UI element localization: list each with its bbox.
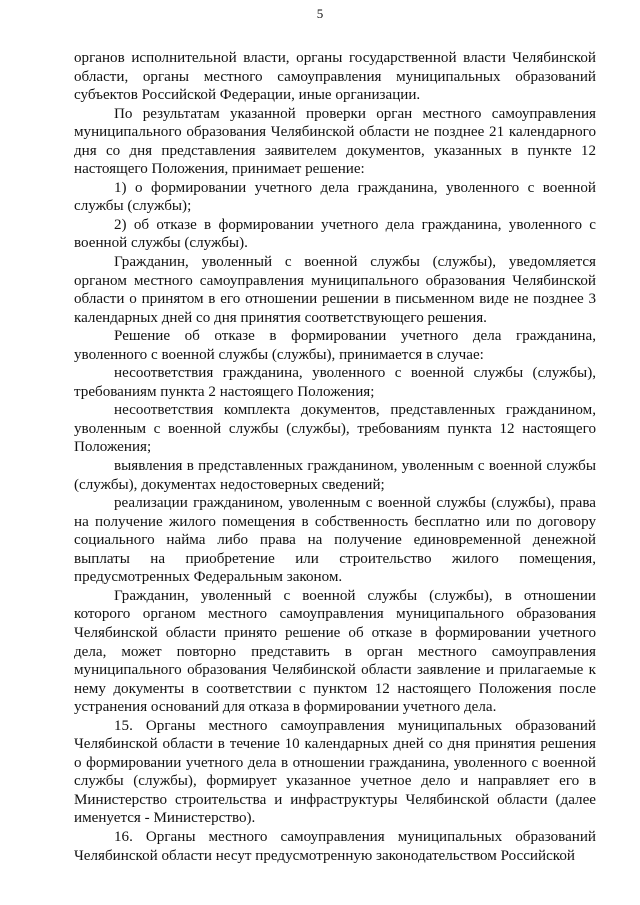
paragraph-refusal-case-3: выявления в представленных гражданином, уволенным с военной службы (службы), документах недостоверных сведений; [74, 458, 596, 493]
document-body [74, 49, 596, 865]
paragraph-decision-item-2: 2) об отказе в формировании учетного дела гражданина, уволенного с военной службы (службы). [74, 216, 596, 252]
paragraph-verification-results: По результатам указанной проверки орган местного самоуправления муниципального образования Челябинской области не позднее 21 календарного дня со дня представления заявителем документов, указанных в пункте 12 настоящего Положения, принимает решение: [74, 105, 596, 178]
paragraph-continuation: органов исполнительной власти, органы государственной власти Челябинской области, органы местного самоуправления муниципальных образований субъектов Российской Федерации, иные организации. [74, 50, 596, 104]
paragraph-notification: Гражданин, уволенный с военной службы (службы), уведомляется органом местного самоуправления муниципального образования Челябинской области о принятом в его отношении решении в письменном виде не позднее 3 календарных дней со дня принятия соответствующего решения. [74, 254, 596, 326]
paragraph-resubmission: Гражданин, уволенный с военной службы (службы), в отношении которого органом местного самоуправления муниципального образования Челябинской области принято решение об отказе в формировании учетного дела, может повторно представить в орган местного самоуправления муниципального образования Челябинской области заявление и прилагаемые к нему документы в соответствии с пунктом 12 настоящего Положения после устранения оснований для отказа в формировании учетного дела. [74, 587, 596, 716]
paragraph-refusal-case-4: реализации гражданином, уволенным с военной службы (службы), права на получение жилого помещения в собственность бесплатно или по договору социального найма либо права на получение единовременной денежной выплаты на приобретение или строительство жилого помещения, предусмотренных Федеральным законом. [74, 495, 596, 586]
paragraph-refusal-case-2: несоответствия комплекта документов, представленных гражданином, уволенным с военной службы (службы), требованиям пункта 12 настоящего Положения; [74, 402, 596, 456]
paragraph-decision-item-1: 1) о формировании учетного дела гражданина, уволенного с военной службы (службы); [74, 179, 596, 215]
paragraph-section-16: 16. Органы местного самоуправления муниципальных образований Челябинской области несут предусмотренную законодательством Российской [74, 828, 596, 864]
page-number: 5 [316, 6, 324, 21]
paragraph-refusal-cases: Решение об отказе в формировании учетного дела гражданина, уволенного с военной службы (службы), принимается в случае: [74, 328, 596, 363]
paragraph-section-15: 15. Органы местного самоуправления муниципальных образований Челябинской области в течение 10 календарных дней со дня принятия решения о формировании учетного дела в отношении гражданина, уволенного с военной службы (службы), формирует указанное учетное дело и направляет его в Министерство строительства и инфраструктуры Челябинской области (далее именуется - Министерство). [74, 717, 596, 827]
paragraph-refusal-case-1: несоответствия гражданина, уволенного с военной службы (службы), требованиям пункта 2 настоящего Положения; [74, 365, 596, 400]
